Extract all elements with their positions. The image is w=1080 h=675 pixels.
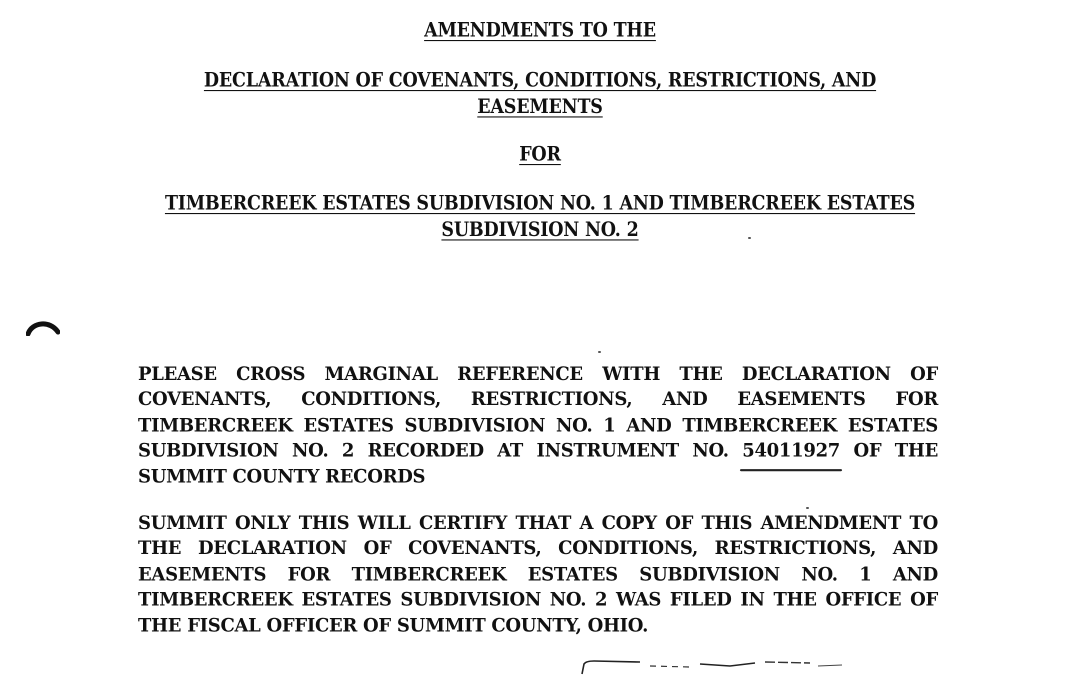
scan-speck [748,237,751,239]
instrument-number: 54011927 [742,439,840,465]
stamp-edge-mark [580,660,860,675]
title-amendments: AMENDMENTS TO THE [424,20,656,43]
title-for: FOR [519,144,561,167]
scan-speck [806,507,809,509]
cross-reference-text: PLEASE CROSS MARGINAL REFERENCE WITH THE DECLARATION OF COVENANTS, CONDITIONS, RESTRICTIONS, AND EASEMENTS FOR TIMBERCREEK ESTATES SUBDIVISION NO. 1 AND TIMBERCREEK ESTATES SUBDIVISION NO. 2 RECORDED AT INSTRUMENT NO. [138,363,938,462]
cross-reference-paragraph [138,362,938,490]
margin-arc-mark [26,318,60,336]
title-declaration: DECLARATION OF COVENANTS, CONDITIONS, RESTRICTIONS, AND EASEMENTS [203,70,877,119]
certification-paragraph: SUMMIT ONLY THIS WILL CERTIFY THAT A COPY OF THIS AMENDMENT TO THE DECLARATION OF COVENANTS, CONDITIONS, RESTRICTIONS, AND EASEMENTS FOR TIMBERCREEK ESTATES SUBDIVISION NO. 1 AND TIMBERCREEK ESTATES SUBDIVISION NO. 2 WAS FILED IN THE OFFICE OF THE FISCAL OFFICER OF SUMMIT COUNTY, OHIO. [138,512,938,637]
title-subdivisions: TIMBERCREEK ESTATES SUBDIVISION NO. 1 AND TIMBERCREEK ESTATES SUBDIVISION NO. 2 [164,193,916,242]
scan-speck [598,351,601,353]
cross-reference-text-end: OF THE SUMMIT COUNTY RECORDS [138,439,938,488]
